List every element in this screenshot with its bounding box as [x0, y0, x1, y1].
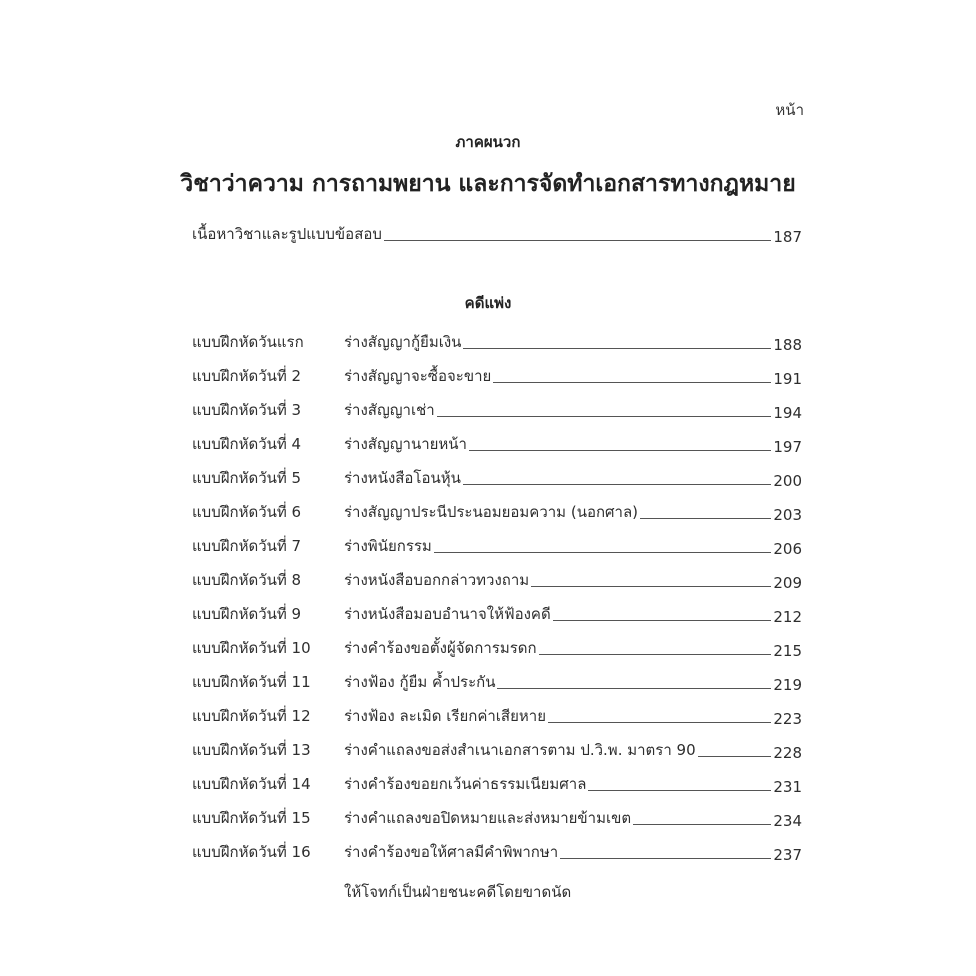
toc-page-number: 200 [773, 472, 802, 490]
toc-row [192, 332, 802, 354]
toc-entry-title: ร่างฟ้อง ละเมิด เรียกค่าเสียหาย [344, 707, 546, 725]
toc-page-number: 228 [773, 744, 802, 762]
dot-leader [463, 484, 771, 485]
dot-leader [497, 688, 771, 689]
toc-entry-title: ร่างฟ้อง กู้ยืม ค้ำประกัน [344, 673, 496, 691]
toc-page-number: 237 [773, 846, 802, 864]
toc-page-number: 212 [773, 608, 802, 626]
toc-page-number: 187 [773, 228, 802, 246]
toc-intro-row [192, 224, 802, 246]
toc-entry-title: ร่างคำร้องขอให้ศาลมีคำพิพากษา [344, 843, 559, 861]
toc-entry-title: ร่างสัญญาประนีประนอมยอมความ (นอกศาล) [344, 503, 639, 521]
toc-page-number: 194 [773, 404, 802, 422]
toc-lesson-label: แบบฝึกหัดวันที่ 13 [192, 741, 311, 759]
toc-entry-title: ร่างคำร้องขอตั้งผู้จัดการมรดก [344, 639, 537, 657]
dot-leader [437, 416, 772, 417]
toc-row [192, 740, 802, 762]
appendix-title: วิชาว่าความ การถามพยาน และการจัดทำเอกสารทางกฎหมาย [180, 171, 796, 197]
toc-entry-title: เนื้อหาวิชาและรูปแบบข้อสอบ [192, 225, 382, 243]
toc-row [192, 434, 802, 456]
page-label: หน้า [775, 101, 804, 119]
toc-entry-title: ร่างหนังสือโอนหุ้น [344, 469, 461, 487]
toc-entry-title: ร่างคำแถลงขอปิดหมายและส่งหมายข้ามเขต [344, 809, 632, 827]
toc-page-number: 209 [773, 574, 802, 592]
dot-leader [531, 586, 771, 587]
toc-entry-title: ร่างคำร้องขอยกเว้นค่าธรรมเนียมศาล [344, 775, 587, 793]
toc-lesson-label: แบบฝึกหัดวันที่ 2 [192, 367, 302, 385]
toc-entry-title: ร่างหนังสือบอกกล่าวทวงถาม [344, 571, 530, 589]
toc-row [192, 570, 802, 592]
dot-leader [463, 348, 771, 349]
toc-entry-title: ร่างหนังสือมอบอำนาจให้ฟ้องคดี [344, 605, 551, 623]
toc-row [192, 808, 802, 830]
toc-page-number: 234 [773, 812, 802, 830]
toc-row [192, 638, 802, 660]
toc-page-number: 231 [773, 778, 802, 796]
dot-leader [553, 620, 772, 621]
toc-entry-continuation: ให้โจทก์เป็นฝ่ายชนะคดีโดยขาดนัด [344, 883, 572, 901]
toc-entry-title: ร่างสัญญานายหน้า [344, 435, 467, 453]
toc-row [192, 672, 802, 694]
dot-leader [539, 654, 772, 655]
toc-lesson-label: แบบฝึกหัดวันที่ 6 [192, 503, 302, 521]
toc-entry-title: ร่างคำแถลงขอส่งสำเนาเอกสารตาม ป.วิ.พ. มาตรา 90 [344, 741, 696, 759]
toc-page-number: 188 [773, 336, 802, 354]
toc-row [192, 400, 802, 422]
toc-page-number: 206 [773, 540, 802, 558]
dot-leader [469, 450, 771, 451]
toc-page-number: 223 [773, 710, 802, 728]
toc-row [192, 604, 802, 626]
dot-leader [548, 722, 771, 723]
toc-entry-title: ร่างพินัยกรรม [344, 537, 432, 555]
toc-lesson-label: แบบฝึกหัดวันที่ 4 [192, 435, 302, 453]
dot-leader [640, 518, 771, 519]
toc-page-number: 219 [773, 676, 802, 694]
toc-row [192, 468, 802, 490]
toc-entry-title: ร่างสัญญากู้ยืมเงิน [344, 333, 462, 351]
appendix-heading: ภาคผนวก [455, 133, 521, 151]
dot-leader [493, 382, 771, 383]
toc-page-number: 215 [773, 642, 802, 660]
toc-lesson-label: แบบฝึกหัดวันที่ 9 [192, 605, 302, 623]
toc-entry-title: ร่างสัญญาเช่า [344, 401, 435, 419]
toc-lesson-label: แบบฝึกหัดวันที่ 15 [192, 809, 311, 827]
toc-row [192, 502, 802, 524]
toc-lesson-label: แบบฝึกหัดวันแรก [192, 333, 304, 351]
dot-leader [633, 824, 771, 825]
toc-page-number: 203 [773, 506, 802, 524]
dot-leader [698, 756, 772, 757]
toc-lesson-label: แบบฝึกหัดวันที่ 10 [192, 639, 311, 657]
toc-entry-title: ร่างสัญญาจะซื้อจะขาย [344, 367, 492, 385]
toc-row [192, 774, 802, 796]
toc-lesson-label: แบบฝึกหัดวันที่ 14 [192, 775, 311, 793]
toc-row [192, 366, 802, 388]
toc-row [192, 842, 802, 864]
dot-leader [560, 858, 771, 859]
toc-lesson-label: แบบฝึกหัดวันที่ 16 [192, 843, 311, 861]
toc-page-number: 191 [773, 370, 802, 388]
toc-lesson-label: แบบฝึกหัดวันที่ 12 [192, 707, 311, 725]
toc-lesson-label: แบบฝึกหัดวันที่ 11 [192, 673, 311, 691]
dot-leader [434, 552, 772, 553]
toc-row [192, 706, 802, 728]
toc-lesson-label: แบบฝึกหัดวันที่ 3 [192, 401, 302, 419]
toc-page-number: 197 [773, 438, 802, 456]
toc-row [192, 536, 802, 558]
toc-lesson-label: แบบฝึกหัดวันที่ 8 [192, 571, 302, 589]
dot-leader [384, 240, 771, 241]
dot-leader [588, 790, 771, 791]
civil-heading: คดีแพ่ง [464, 294, 512, 312]
toc-lesson-label: แบบฝึกหัดวันที่ 5 [192, 469, 302, 487]
toc-lesson-label: แบบฝึกหัดวันที่ 7 [192, 537, 302, 555]
